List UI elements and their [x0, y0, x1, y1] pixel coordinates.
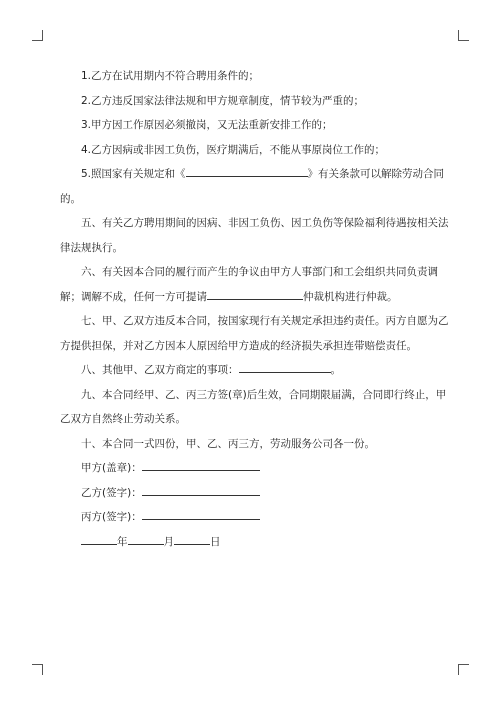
clause-8-prefix: 八、其他甲、乙双方商定的事项： — [81, 364, 239, 376]
law-name-blank[interactable] — [186, 166, 308, 177]
item-1: 1.乙方在试用期内不符合聘用条件的； — [81, 70, 260, 82]
item-5 — [60, 162, 450, 211]
crop-mark-top-left — [32, 30, 43, 41]
item-3: 3.甲方因工作原因必须撤岗，又无法重新安排工作的； — [81, 119, 333, 131]
crop-mark-top-right — [458, 30, 469, 41]
month-blank[interactable] — [128, 534, 164, 545]
clause-6 — [60, 260, 450, 309]
day-label: 日 — [210, 535, 221, 548]
party-a-label: 甲方(盖章)： — [81, 462, 142, 474]
month-label: 月 — [163, 535, 174, 548]
document-body — [60, 64, 450, 554]
clause-5: 五、有关乙方聘用期间的因病、非因工负伤、因工负伤等保险福利待遇按相关法律法规执行。 — [60, 217, 449, 254]
date-line — [60, 530, 450, 555]
year-blank[interactable] — [81, 534, 117, 545]
party-c-blank[interactable] — [142, 509, 260, 520]
party-b-blank[interactable] — [142, 485, 260, 496]
crop-mark-bottom-left — [32, 664, 43, 675]
clause-9: 九、本合同经甲、乙、丙三方签(章)后生效，合同期限届满，合同即行终止，甲乙双方自然终止劳动关系。 — [60, 388, 447, 425]
day-blank[interactable] — [174, 534, 210, 545]
year-label: 年 — [117, 535, 128, 548]
crop-mark-bottom-right — [458, 664, 469, 675]
item-2: 2.乙方违反国家法律法规和甲方规章制度，情节较为严重的； — [81, 94, 365, 107]
party-b-signature — [60, 481, 450, 506]
other-matters-blank[interactable] — [239, 362, 331, 373]
item-5-suffix: 》有关条款可以解除劳动合同的。 — [60, 168, 445, 205]
party-a-blank[interactable] — [142, 460, 260, 471]
item-5-prefix: 5.照国家有关规定和《 — [81, 168, 186, 180]
party-c-label: 丙方(签字)： — [81, 511, 142, 523]
clause-6-suffix: 仲裁机构进行仲裁。 — [303, 290, 398, 303]
clause-6-prefix: 六、有关因本合同的履行而产生的争议由甲方人事部门和工会组织共同负责调解；调解不成，任何一方可提请 — [60, 266, 438, 303]
party-c-signature — [60, 505, 450, 530]
item-4: 4.乙方因病或非因工负伤，医疗期满后，不能从事原岗位工作的； — [81, 143, 386, 156]
clause-10: 十、本合同一式四份，甲、乙、丙三方，劳动服务公司各一份。 — [81, 437, 375, 450]
clause-8-suffix: 。 — [330, 364, 341, 376]
party-b-label: 乙方(签字)： — [81, 486, 142, 499]
clause-7: 七、甲、乙双方违反本合同，按国家现行有关规定承担违约责任。丙方自愿为乙方提供担保，并对乙方因本人原因给甲方造成的经济损失承担连带赔偿责任。 — [60, 315, 449, 352]
arbitration-blank[interactable] — [207, 289, 303, 300]
party-a-signature — [60, 456, 450, 481]
clause-8 — [60, 358, 450, 383]
